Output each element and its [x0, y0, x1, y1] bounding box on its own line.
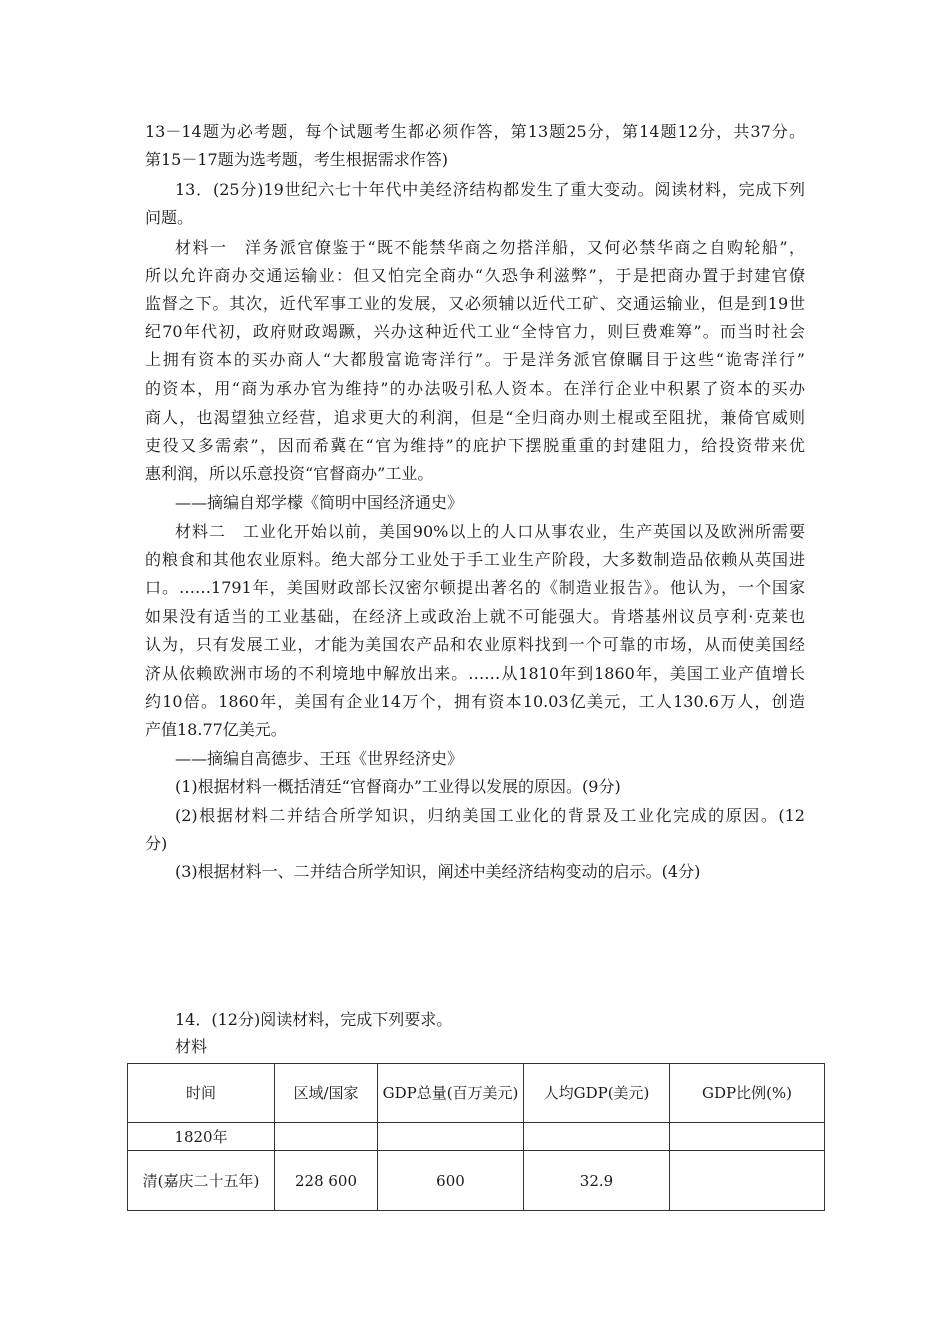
table-header-row [128, 1064, 825, 1123]
table-cell [275, 1123, 378, 1151]
table-header-cell: GDP总量(百万美元) [378, 1064, 524, 1123]
table-cell [670, 1123, 825, 1151]
material2-line: 材料二 工业化开始以前，美国90%以上的人口从事农业，生产英国以及欧洲所需要 [175, 522, 805, 541]
question-1: (1)根据材料一概括清廷“官督商办”工业得以发展的原因。(9分) [175, 777, 621, 796]
material2-line: 口。……1791年，美国财政部长汉密尔顿提出著名的《制造业报告》。他认为，一个国家 [145, 578, 805, 597]
question-3: (3)根据材料一、二并结合所学知识，阐述中美经济结构变动的启示。(4分) [175, 862, 701, 881]
material2-line: 约10倍。1860年，美国有企业14万个，拥有资本10.03亿美元，工人130.6万人，创造 [145, 692, 805, 711]
material1-line: 材料一 洋务派官僚鉴于“既不能禁华商之勿搭洋船，又何必禁华商之自购轮船”， [175, 238, 805, 257]
material2-line: 的粮食和其他农业原料。绝大部分工业处于手工业生产阶段，大多数制造品依赖从英国进 [145, 550, 805, 569]
material1-line: 的资本，用“商为承办官为维持”的办法吸引私人资本。在洋行企业中积累了资本的买办 [145, 379, 805, 398]
material1-line: 惠利润，所以乐意投资“官督商办”工业。 [145, 464, 434, 483]
material2-line: 产值18.77亿美元。 [145, 720, 287, 739]
material1-line: 商人，也渴望独立经营，追求更大的利润，但是“全归商办则土棍或至阻扰，兼倚官威则 [145, 408, 805, 427]
q13-stem-1: 13．(25分)19世纪六七十年代中美经济结构都发生了重大变动。阅读材料，完成下列 [175, 180, 805, 199]
material2-line: 济从依赖欧洲市场的不利境地中解放出来。……从1810年到1860年，美国工业产值增长 [145, 664, 805, 683]
q14-material-label: 材料 [175, 1037, 208, 1056]
q13-stem-2: 问题。 [145, 208, 194, 227]
table-cell [378, 1123, 524, 1151]
material1-line: 纪70年代初，政府财政竭蹶，兴办这种近代工业“全恃官力，则巨费难筹”。而当时社会 [145, 322, 805, 341]
q14-stem: 14．(12分)阅读材料，完成下列要求。 [175, 1010, 453, 1029]
question-2: (2)根据材料二并结合所学知识，归纳美国工业化的背景及工业化完成的原因。(12 [175, 806, 805, 825]
material1-line: 吏役又多需索”，因而希冀在“官为维持”的庇护下摆脱重重的封建阻力，给投资带来优 [145, 436, 805, 455]
table-cell [670, 1151, 825, 1211]
gdp-table [127, 1063, 825, 1211]
table-cell [524, 1123, 670, 1151]
material2-line: 认为，只有发展工业，才能为美国农产品和农业原料找到一个可靠的市场，从而使美国经 [145, 635, 805, 654]
table-row [128, 1123, 825, 1151]
table-header-cell: 区域/国家 [275, 1064, 378, 1123]
material1-line: 监督之下。其次，近代军事工业的发展，又必须辅以近代工矿、交通运输业，但是到19世 [145, 294, 805, 313]
material2-line: 如果没有适当的工业基础，在经济上或政治上就不可能强大。肯塔基州议员亨利·克莱也 [145, 607, 805, 626]
question-2-cont: 分) [145, 834, 168, 853]
table-header-cell: 时间 [128, 1064, 275, 1123]
table-row [128, 1151, 825, 1211]
table-cell: 228 600 [275, 1151, 378, 1211]
material1-line: 所以允许商办交通运输业：但又怕完全商办“久恐争利滋弊”，于是把商办置于封建官僚 [145, 266, 805, 285]
table-cell: 清(嘉庆二十五年) [128, 1151, 275, 1211]
material1-source: ——摘编自郑学檬《简明中国经济通史》 [175, 493, 464, 512]
table-header-cell: 人均GDP(美元) [524, 1064, 670, 1123]
intro-line-2: 第15－17题为选考题，考生根据需求作答) [145, 150, 448, 169]
table-cell: 600 [378, 1151, 524, 1211]
material2-source: ——摘编自高德步、王珏《世界经济史》 [175, 749, 464, 768]
material1-line: 上拥有资本的买办商人“大都殷富诡寄洋行”。于是洋务派官僚瞩目于这些“诡寄洋行” [145, 350, 805, 369]
table-cell: 1820年 [128, 1123, 275, 1151]
table-cell: 32.9 [524, 1151, 670, 1211]
table-header-cell: GDP比例(%) [670, 1064, 825, 1123]
intro-line-1: 13－14题为必考题，每个试题考生都必须作答，第13题25分，第14题12分，共37分。 [145, 122, 805, 141]
